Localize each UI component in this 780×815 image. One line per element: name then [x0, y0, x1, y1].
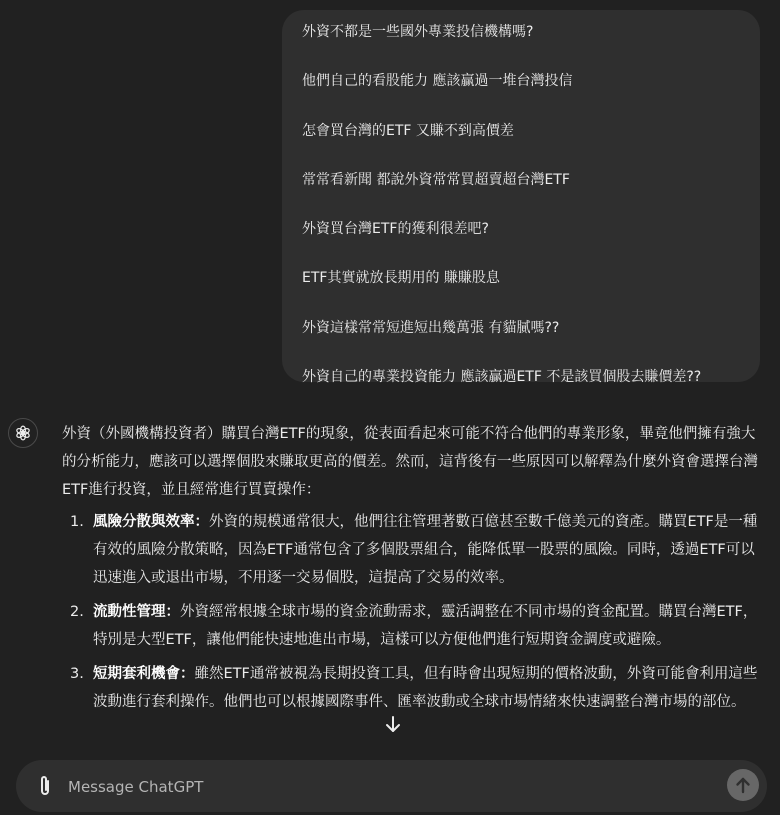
user-message-line: 外資這樣常常短進短出幾萬張 有貓膩嗎?? — [302, 319, 560, 336]
assistant-list — [62, 508, 762, 716]
user-message-line: 他們自己的看股能力 應該贏過一堆台灣投信 — [302, 73, 573, 90]
user-message-bubble — [282, 10, 760, 386]
message-composer — [16, 760, 767, 812]
arrow-up-icon — [735, 776, 751, 794]
list-item — [62, 598, 762, 654]
assistant-intro: 外資（外國機構投資者）購買台灣ETF的現象，從表面看起來可能不符合他們的專業形象，畢竟他們擁有強大的分析能力，應該可以選擇個股來賺取更高的價差。然而，這背後有一些原因可以解釋為什麼外資會選擇台灣ETF進行投資，並且經常進行買賣操作： — [62, 426, 758, 498]
arrow-down-icon — [384, 715, 402, 735]
user-message-line: 外資買台灣ETF的獲利很差吧? — [302, 221, 489, 238]
list-item — [62, 660, 762, 716]
user-message-line: 外資不都是一些國外專業投信機構嗎? — [302, 24, 534, 40]
list-item-number: 3. — [70, 666, 84, 682]
list-item-number: 2. — [70, 604, 84, 620]
list-item — [62, 508, 762, 592]
list-item-title: 流動性管理： — [93, 604, 180, 620]
openai-logo-icon — [14, 424, 32, 442]
assistant-message — [62, 420, 762, 722]
user-message-line: ETF其實就放長期用的 賺賺股息 — [302, 270, 500, 287]
list-item-number: 1. — [70, 514, 84, 530]
user-message-line: 常常看新聞 都說外資常常買超賣超台灣ETF — [302, 171, 570, 188]
list-item-title: 短期套利機會： — [93, 666, 195, 682]
assistant-avatar — [8, 418, 38, 448]
user-message-line: 怎會買台灣的ETF 又賺不到高價差 — [302, 122, 514, 139]
scroll-to-bottom-button[interactable] — [380, 712, 406, 738]
paperclip-icon — [37, 774, 53, 798]
list-item-text: 外資經常根據全球市場的資金流動需求，靈活調整在不同市場的資金配置。購買台灣ETF，特別是大型ETF，讓他們能快速地進出市場，這樣可以方便他們進行短期資金調度或避險。 — [93, 604, 758, 648]
user-message-line: 外資自己的專業投資能力 應該贏過ETF 不是該買個股去賺價差?? — [302, 369, 702, 386]
list-item-text: 外資的規模通常很大，他們往往管理著數百億甚至數千億美元的資產。購買ETF是一種有效的風險分散策略，因為ETF通常包含了多個股票組合，能降低單一股票的風險。同時，透過ETF可以迅速進入或退出市場，不用逐一交易個股，這提高了交易的效率。 — [93, 514, 758, 586]
attach-button[interactable] — [34, 773, 56, 799]
send-button[interactable] — [727, 769, 759, 801]
list-item-text: 雖然ETF通常被視為長期投資工具，但有時會出現短期的價格波動，外資可能會利用這些波動進行套利操作。他們也可以根據國際事件、匯率波動或全球市場情緒來快速調整台灣市場的部位。 — [93, 666, 758, 710]
list-item-title: 風險分散與效率： — [93, 514, 209, 530]
message-input[interactable] — [66, 770, 670, 804]
